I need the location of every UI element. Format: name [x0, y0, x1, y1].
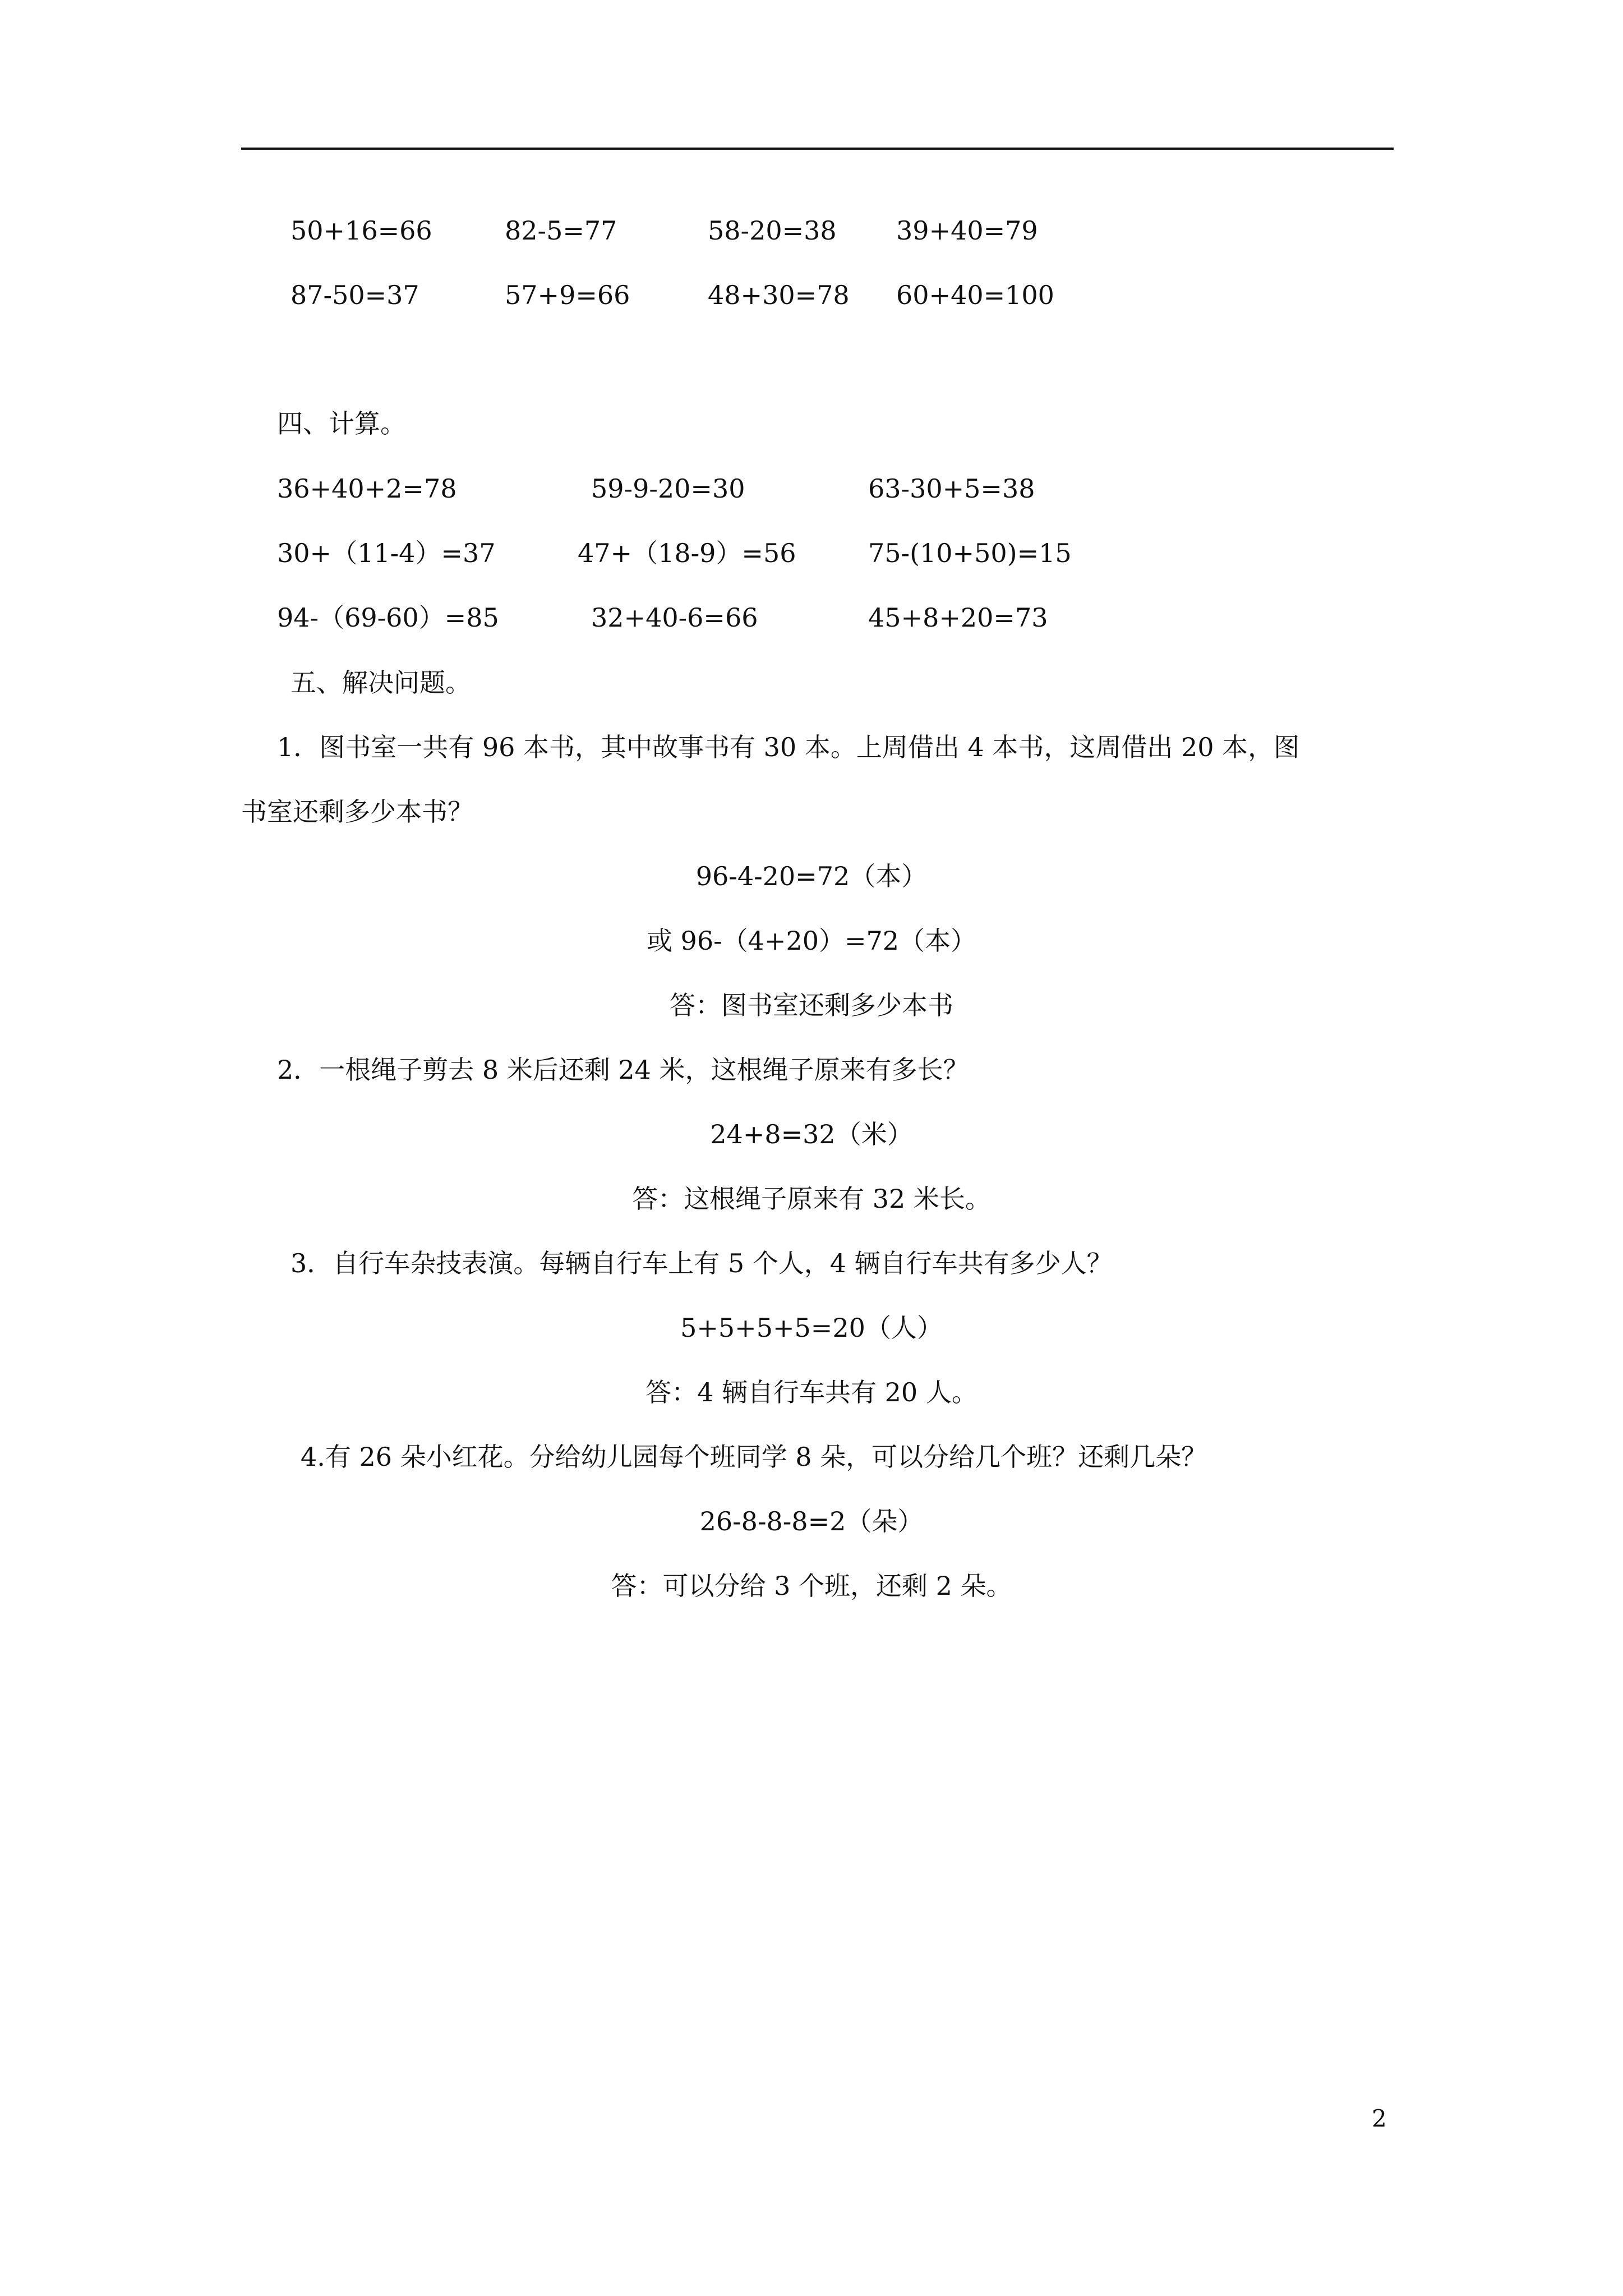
- equation-3-2-2: 57+9=66: [505, 280, 630, 310]
- problem-4-answer: 答：可以分给 3 个班，还剩 2 朵。: [611, 1571, 1012, 1601]
- problem-3-solution: 5+5+5+5=20（人）: [680, 1313, 943, 1343]
- calc-3-3: 45+8+20=73: [868, 602, 1048, 633]
- problem-2-solution: 24+8=32（米）: [710, 1119, 913, 1149]
- equation-3-1-2: 82-5=77: [505, 215, 617, 246]
- problem-4-question: 4.有 26 朵小红花。分给幼儿园每个班同学 8 朵，可以分给几个班？还剩几朵？: [301, 1442, 1207, 1472]
- equation-3-2-1: 87-50=37: [291, 280, 419, 310]
- equation-3-2-4: 60+40=100: [896, 280, 1054, 310]
- problem-1-solution-1: 96-4-20=72（本）: [695, 861, 928, 891]
- calc-2-1: 30+（11-4）=37: [277, 538, 496, 568]
- problem-1-question-line2: 书室还剩多少本书？: [241, 797, 473, 827]
- problem-4-solution: 26-8-8-8=2（朵）: [699, 1506, 924, 1536]
- page-number: 2: [1372, 2105, 1387, 2132]
- equation-3-1-4: 39+40=79: [896, 215, 1038, 246]
- header-rule: [241, 148, 1394, 150]
- calc-1-2: 59-9-20=30: [591, 473, 745, 504]
- problem-2-question: 2．一根绳子剪去 8 米后还剩 24 米，这根绳子原来有多长？: [277, 1055, 969, 1085]
- section-4-heading: 四、计算。: [277, 408, 406, 439]
- problem-3-question: 3．自行车杂技表演。每辆自行车上有 5 个人，4 辆自行车共有多少人？: [291, 1248, 1113, 1278]
- section-5-heading: 五、解决问题。: [291, 668, 471, 698]
- equation-3-2-3: 48+30=78: [708, 280, 850, 310]
- equation-3-1-3: 58-20=38: [708, 215, 837, 246]
- problem-2-answer: 答：这根绳子原来有 32 米长。: [632, 1184, 991, 1214]
- problem-1-solution-2: 或 96-（4+20）=72（本）: [646, 926, 977, 956]
- equation-3-1-1: 50+16=66: [291, 215, 432, 246]
- calc-3-1: 94-（69-60）=85: [277, 602, 499, 633]
- calc-3-2: 32+40-6=66: [591, 602, 758, 633]
- calc-2-3: 75-(10+50)=15: [868, 538, 1072, 568]
- calc-1-1: 36+40+2=78: [277, 473, 457, 504]
- problem-1-answer: 答：图书室还剩多少本书: [670, 990, 953, 1020]
- problem-3-answer: 答：4 辆自行车共有 20 人。: [645, 1377, 978, 1407]
- problem-1-question-line1: 1．图书室一共有 96 本书，其中故事书有 30 本。上周借出 4 本书，这周借出 20 本，图: [277, 732, 1300, 762]
- calc-2-2: 47+（18-9）=56: [578, 538, 796, 568]
- calc-1-3: 63-30+5=38: [868, 473, 1035, 504]
